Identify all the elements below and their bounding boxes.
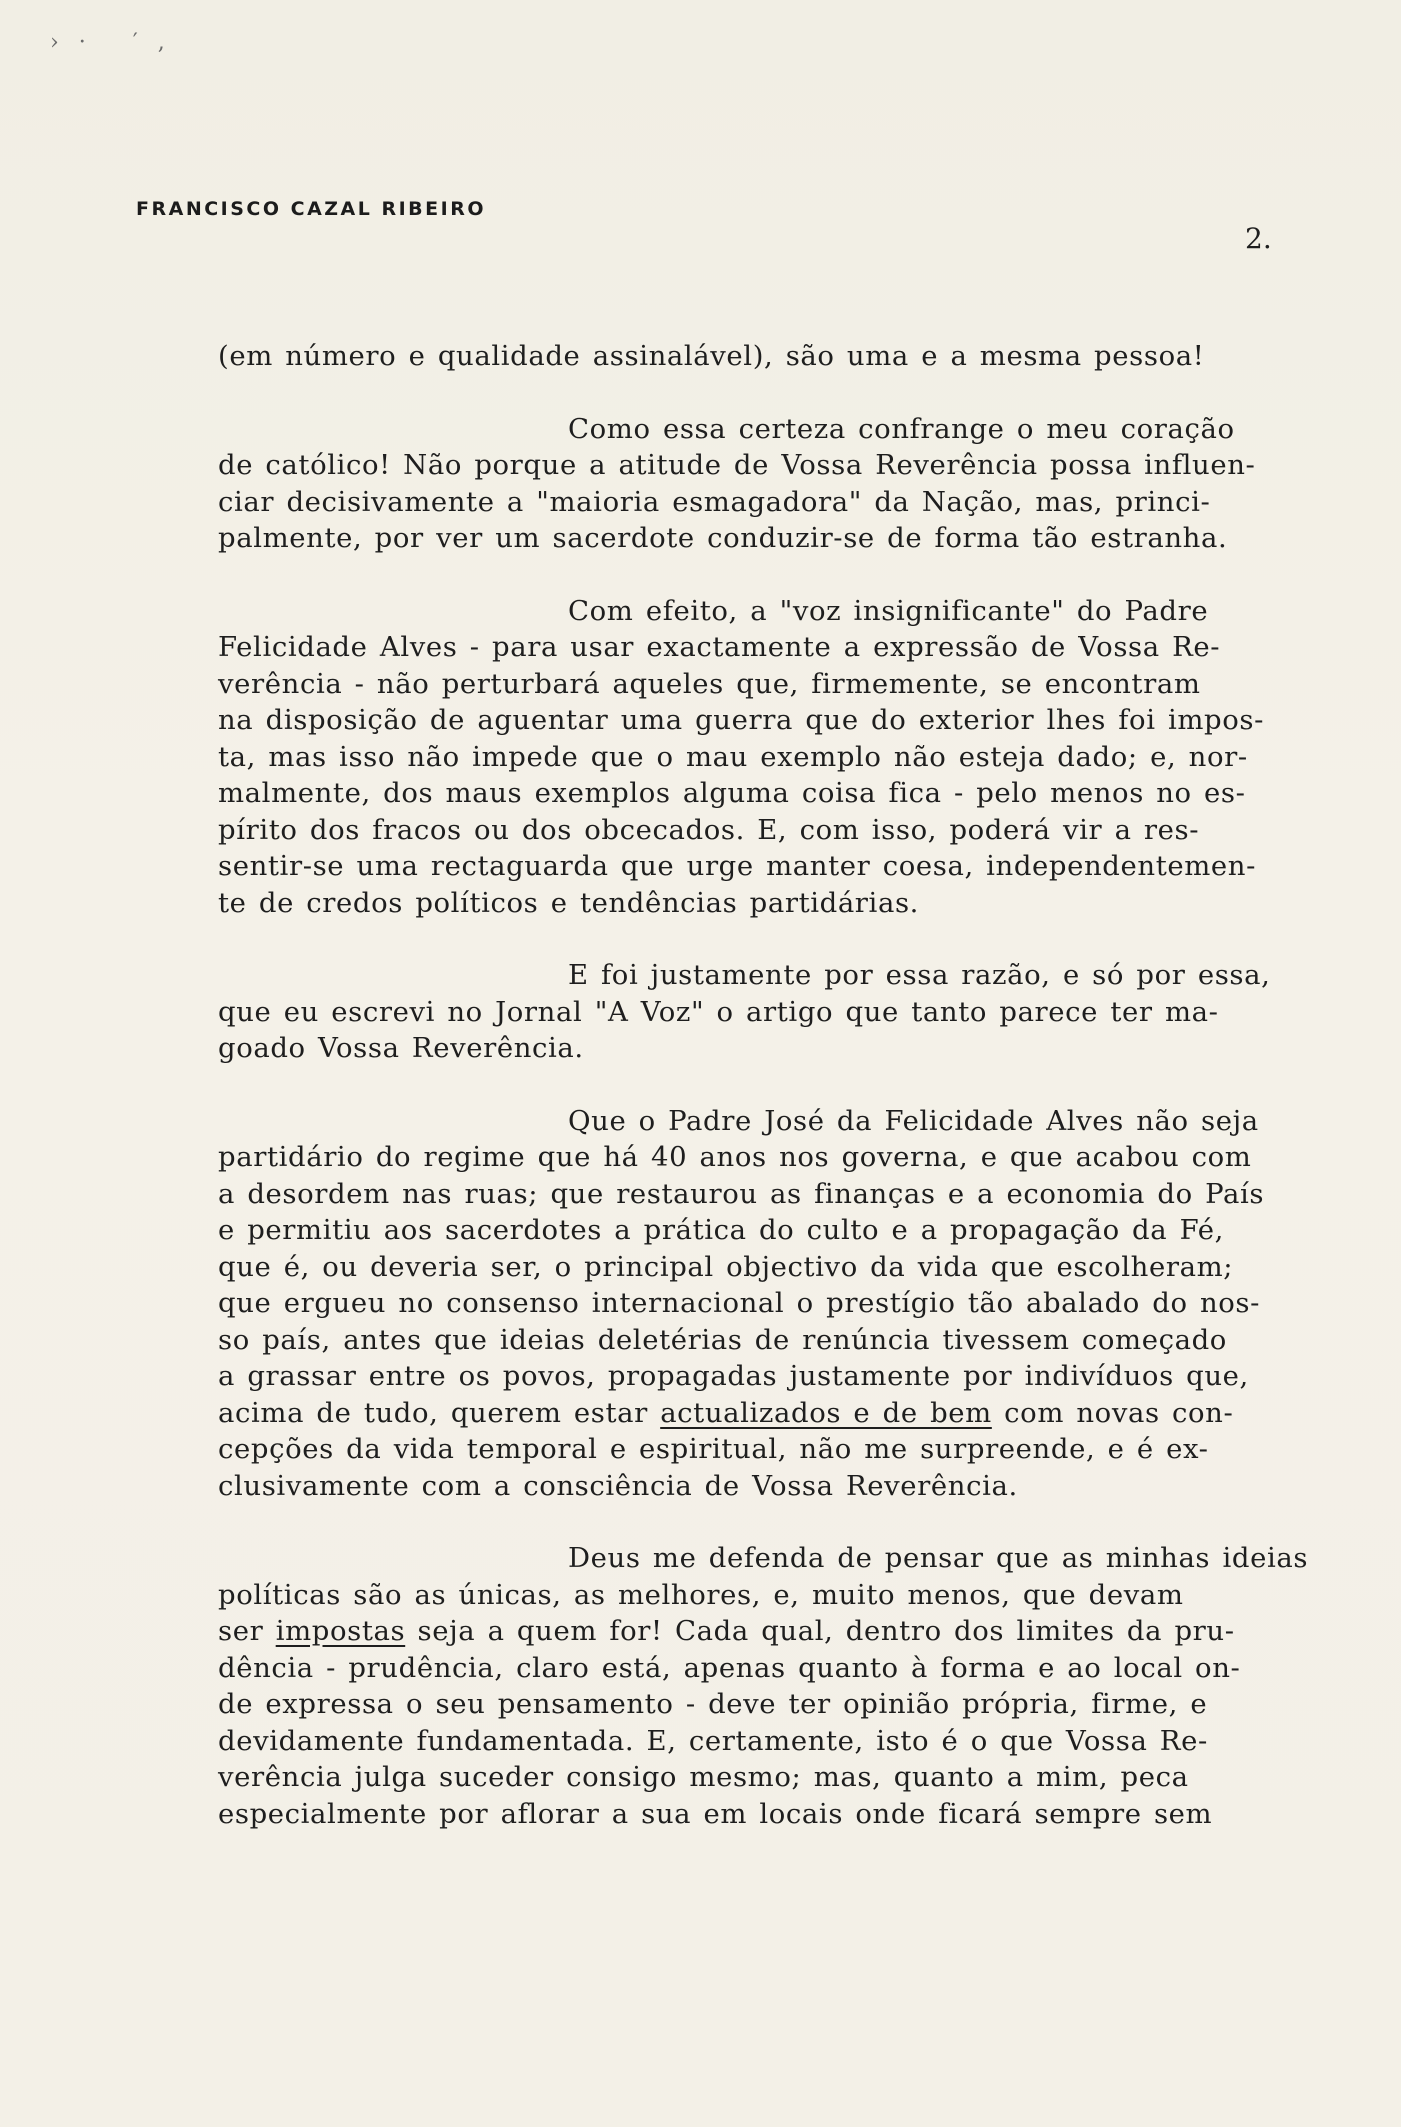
text-line: clusivamente com a consciência de Vossa Reverência. bbox=[218, 1469, 1018, 1502]
text-line: E foi justamente por essa razão, e só por essa, bbox=[568, 959, 1271, 991]
text-line: (em número e qualidade assinalável), são uma e a mesma pessoa! bbox=[218, 340, 1205, 372]
text-line: acima de tudo, querem estar actualizados e de bem com novas con- bbox=[218, 1396, 1234, 1429]
letterhead-name: FRANCISCO CAZAL RIBEIRO bbox=[136, 198, 486, 220]
text-line: Felicidade Alves - para usar exactamente a expressão de Vossa Re- bbox=[218, 631, 1221, 663]
paragraph bbox=[218, 1540, 1366, 1832]
paragraph bbox=[218, 957, 1366, 1067]
text-line: Com efeito, a "voz insignificante" do Padre bbox=[568, 594, 1209, 627]
text-line: ciar decisivamente a "maioria esmagadora" da Nação, mas, princi- bbox=[218, 485, 1211, 518]
text-line: ta, mas isso não impede que o mau exemplo não esteja dado; e, nor- bbox=[218, 740, 1248, 773]
text-line: de expressa o seu pensamento - deve ter opinião própria, firme, e bbox=[218, 1688, 1208, 1720]
text-line: palmente, por ver um sacerdote conduzir-se de forma tão estranha. bbox=[218, 522, 1228, 554]
text-line: Como essa certeza confrange o meu coração bbox=[568, 412, 1235, 445]
text-line: a desordem nas ruas; que restaurou as finanças e a economia do País bbox=[218, 1177, 1265, 1210]
text-line: verência - não perturbará aqueles que, firmemente, se encontram bbox=[218, 667, 1201, 700]
page-number: 2. bbox=[1245, 222, 1272, 255]
text-line: na disposição de aguentar uma guerra que do exterior lhes foi impos- bbox=[218, 704, 1264, 736]
text-line: especialmente por aflorar a sua em locais onde ficará sempre sem bbox=[218, 1797, 1213, 1830]
text-line: que eu escrevi no Jornal "A Voz" o artigo que tanto parece ter ma- bbox=[218, 995, 1219, 1028]
text-line: de católico! Não porque a atitude de Vossa Reverência possa influen- bbox=[218, 449, 1256, 481]
text-line: políticas são as únicas, as melhores, e, muito menos, que devam bbox=[218, 1578, 1184, 1611]
text-line: so país, antes que ideias deletérias de renúncia tivessem começado bbox=[218, 1323, 1227, 1356]
text-line: sentir-se uma rectaguarda que urge manter coesa, independentemen- bbox=[218, 850, 1256, 882]
text-line: pírito dos fracos ou dos obcecados. E, com isso, poderá vir a res- bbox=[218, 813, 1200, 846]
text-line: dência - prudência, claro está, apenas quanto à forma e ao local on- bbox=[218, 1651, 1241, 1684]
text-line: ser impostas seja a quem for! Cada qual, dentro dos limites da pru- bbox=[218, 1615, 1235, 1647]
paragraph bbox=[218, 338, 1366, 375]
letter-body bbox=[218, 338, 1366, 1868]
text-line: que é, ou deveria ser, o principal objectivo da vida que escolheram; bbox=[218, 1250, 1234, 1283]
text-line: cepções da vida temporal e espiritual, não me surpreende, e é ex- bbox=[218, 1433, 1209, 1465]
text-line: devidamente fundamentada. E, certamente, isto é o que Vossa Re- bbox=[218, 1724, 1208, 1757]
text-line: Deus me defenda de pensar que as minhas ideias bbox=[568, 1542, 1309, 1574]
text-line: malmente, dos maus exemplos alguma coisa fica - pelo menos no es- bbox=[218, 777, 1246, 809]
paragraph bbox=[218, 411, 1366, 557]
text-line: e permitiu aos sacerdotes a prática do culto e a propagação da Fé, bbox=[218, 1214, 1224, 1246]
text-line: te de credos políticos e tendências partidárias. bbox=[218, 886, 919, 919]
text-line: partidário do regime que há 40 anos nos governa, e que acabou com bbox=[218, 1141, 1252, 1173]
paragraph bbox=[218, 593, 1366, 922]
text-line: que ergueu no consenso internacional o prestígio tão abalado do nos- bbox=[218, 1287, 1261, 1319]
text-line: goado Vossa Reverência. bbox=[218, 1032, 584, 1064]
text-line: a grassar entre os povos, propagadas justamente por indivíduos que, bbox=[218, 1360, 1249, 1392]
text-line: Que o Padre José da Felicidade Alves não seja bbox=[568, 1104, 1259, 1137]
paragraph bbox=[218, 1103, 1366, 1505]
underlined-phrase: impostas bbox=[275, 1615, 406, 1647]
text-line: verência julga suceder consigo mesmo; mas, quanto a mim, peca bbox=[218, 1761, 1189, 1793]
corner-marks: ›· ′, bbox=[50, 30, 185, 55]
underlined-phrase: actualizados e de bem bbox=[660, 1396, 992, 1429]
